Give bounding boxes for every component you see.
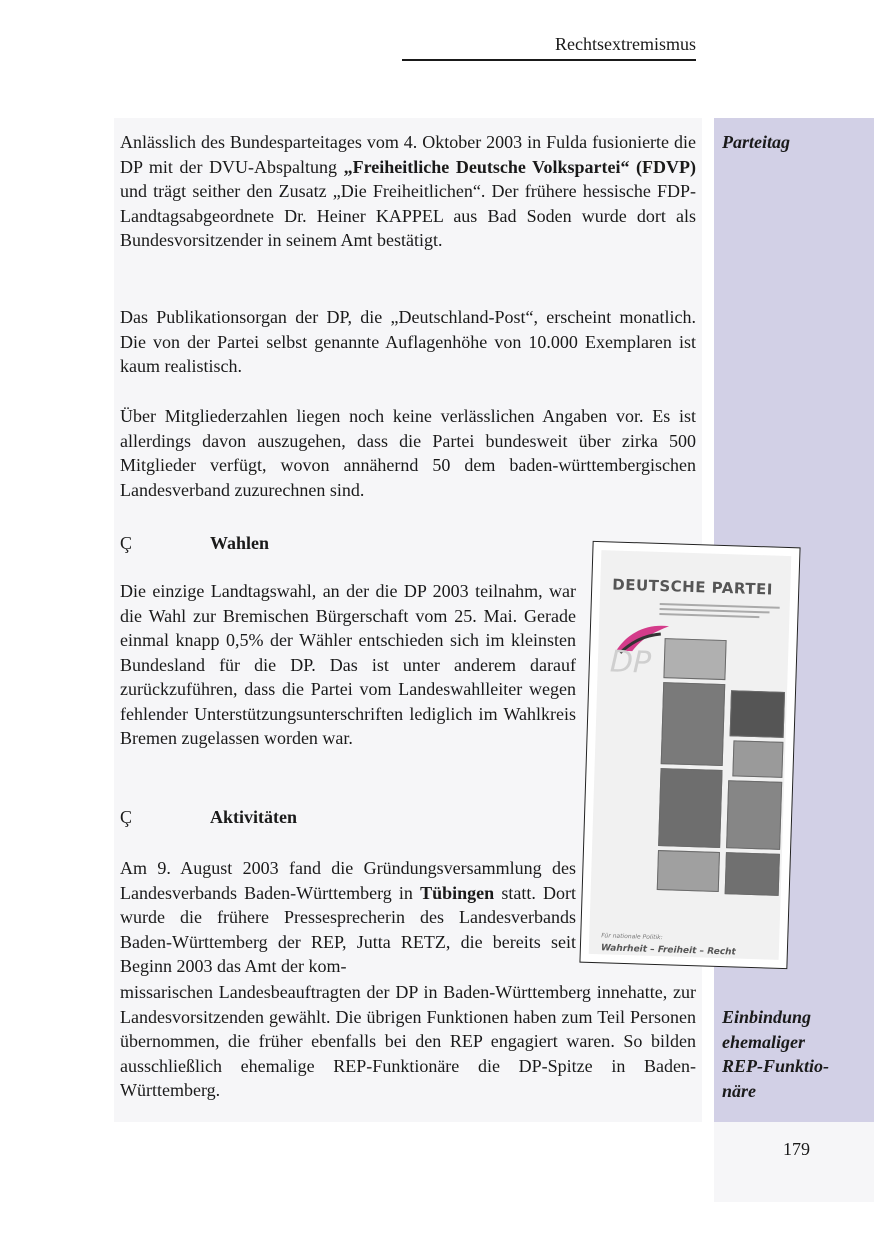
party-name-bold: „Freiheitliche Deutsche Volkspartei“ (FDVP) [343, 156, 696, 177]
brochure-photo [658, 768, 722, 848]
margin-note-line: ehemaliger [722, 1031, 805, 1052]
page-number: 179 [783, 1139, 810, 1159]
margin-note-parteitag: Parteitag [722, 132, 790, 152]
section-heading-wahlen [120, 531, 269, 555]
brochure-photo [730, 690, 785, 738]
brochure-title: DEUTSCHE PARTEI [612, 575, 774, 599]
brochure-tagline-lines [659, 600, 790, 622]
paragraph-text: Am 9. August 2003 fand die Gründungsversammlung des Landesverbands Baden-Württemberg in [120, 858, 576, 903]
place-name-bold: Tübingen [420, 882, 495, 903]
brochure-photo [657, 850, 720, 892]
bullet-icon: Ç [120, 533, 133, 553]
paragraph-aktivitaeten-continued [120, 980, 696, 1103]
brochure-image [579, 541, 800, 969]
page-number-box [714, 1122, 874, 1202]
paragraph-text: Über Mitgliederzahlen liegen noch keine verlässlichen Angaben vor. Es ist allerdings davon auszugehen, dass die Partei bundesweit über zirka 500 Mitglieder verfügt, wovon annähernd 50 dem baden-württembergischen Landesverband zuzurechnen sind. [120, 406, 696, 500]
party-logo-text: DP [609, 644, 652, 681]
margin-note-einbindung [722, 1005, 862, 1103]
paragraph-mitglieder [120, 404, 696, 502]
bullet-icon: Ç [120, 807, 133, 827]
margin-note-line: Einbindung [722, 1007, 812, 1027]
paragraph-wahlen [120, 579, 576, 751]
brochure-photo [663, 638, 726, 680]
paragraph-text: statt. Dort wurde die frühere Pressesprecherin des Landesverbands Baden-Württemberg der REP, Jutta RETZ, die bereits seit Beginn 2003 das Amt der kom- [120, 882, 576, 976]
heading-text: Wahlen [210, 533, 270, 553]
running-header: Rechtsextremismus [402, 33, 696, 61]
brochure-photo [661, 682, 726, 766]
brochure-footer [601, 930, 782, 960]
brochure-cover [589, 550, 792, 960]
paragraph-aktivitaeten [120, 856, 576, 979]
margin-note-line: näre [722, 1080, 757, 1101]
brochure-slogan: Wahrheit – Freiheit – Recht [600, 943, 736, 958]
brochure-footer-small: Für nationale Politik: [601, 932, 663, 942]
paragraph-parteitag [120, 130, 696, 253]
paragraph-text: Anlässlich des Bundesparteitages vom 4. Oktober 2003 in Fulda fusionierte die DP mit der DVU-Abspaltung [120, 132, 696, 177]
heading-text: Aktivitäten [210, 807, 297, 827]
paragraph-text: und trägt seither den Zusatz „Die Freiheitlichen“. Der frühere hessische FDP-Landtagsabgeordnete Dr. Heiner KAPPEL aus Bad Soden wurde dort als Bundesvorsitzender in seinem Amt bestätigt. [120, 181, 696, 250]
paragraph-publikation [120, 305, 696, 379]
margin-note-line: REP-Funktio- [722, 1056, 830, 1076]
paragraph-text: missarischen Landesbeauftragten der DP in Baden-Württemberg innehatte, zur Landesvorsitzenden gewählt. Die übrigen Funktionen haben zum Teil Personen übernommen, die früher ebenfalls bei den REP engagiert waren. So bilden ausschließlich ehemalige REP-Funktionäre die DP-Spitze in Baden-Württemberg. [120, 982, 696, 1100]
section-heading-aktivitaeten [120, 805, 297, 829]
brochure-photo [726, 780, 782, 850]
paragraph-text: Die einzige Landtagswahl, an der die DP 2003 teilnahm, war die Wahl zur Bremischen Bürgerschaft vom 25. Mai. Gerade einmal knapp 0,5% der Wähler entschieden sich im kleinsten Bundesland für die DP. Das ist unter anderem darauf zurückzuführen, dass die Partei vom Landeswahlleiter wegen fehlender Unterstützungsunterschriften lediglich im Wahlkreis Bremen zugelassen worden war. [120, 581, 576, 748]
paragraph-text: Das Publikationsorgan der DP, die „Deutschland-Post“, erscheint monatlich. Die von der Partei selbst genannte Auflagenhöhe von 10.000 Exemplaren ist kaum realistisch. [120, 307, 696, 376]
brochure-photo [725, 852, 780, 896]
brochure-photo [732, 740, 783, 778]
